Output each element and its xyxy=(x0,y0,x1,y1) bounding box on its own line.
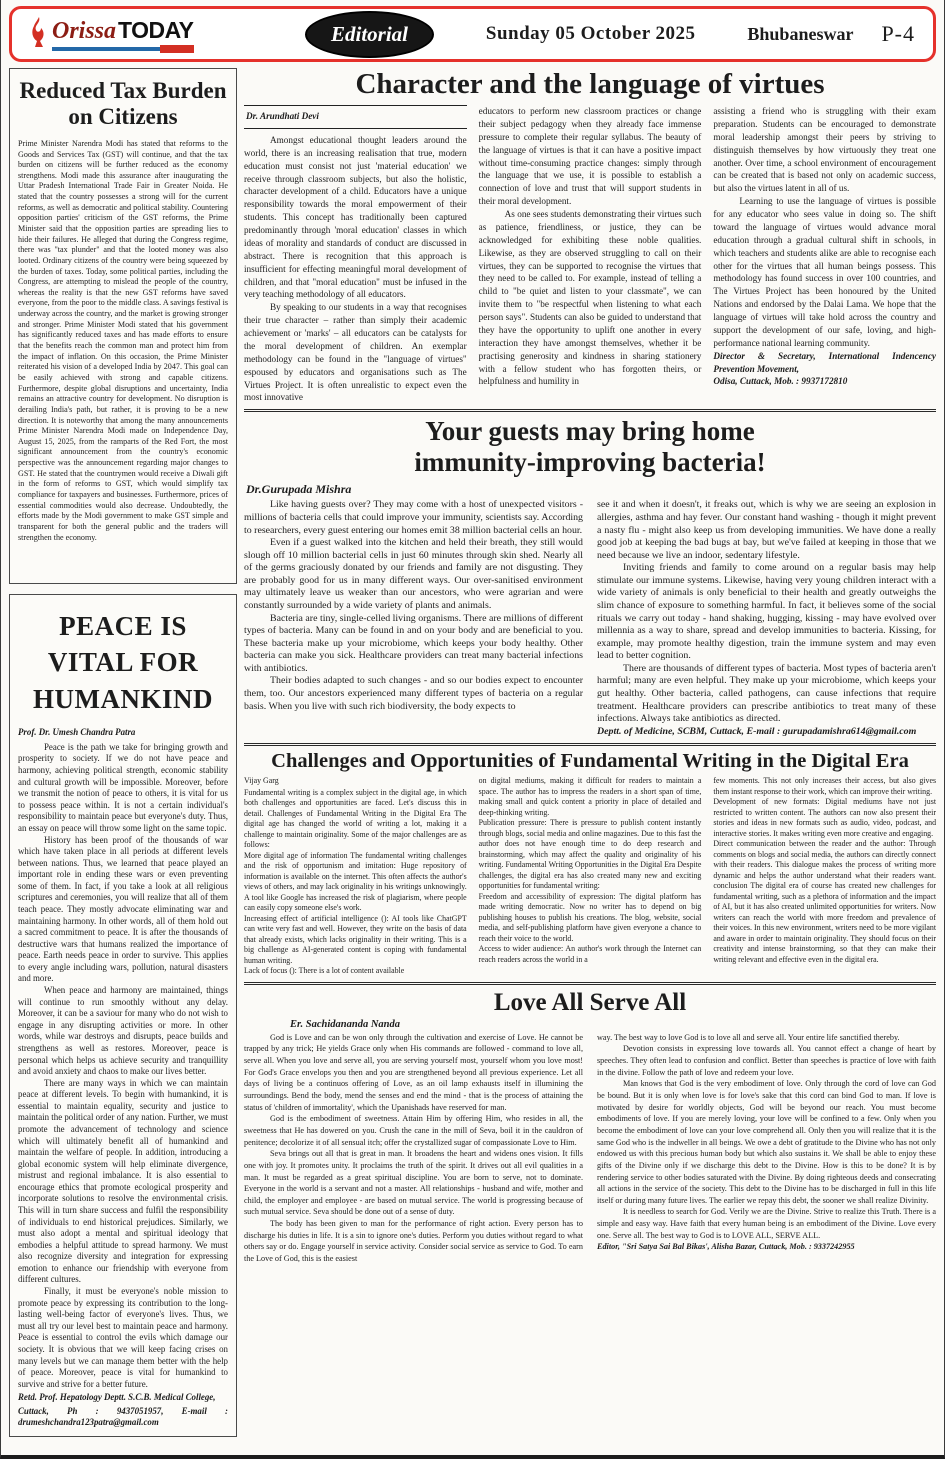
logo-text xyxy=(52,17,194,51)
peace-author-contact: Cuttack, Ph : 9437051957, E-mail : drumeshchandra123patra@gmail.com xyxy=(18,1405,228,1428)
bacteria-article-title xyxy=(244,416,936,478)
writing-paragraph: Development of new formats: Digital mediums have not just restricted to written content. The authors can now also present their stories and ideas in new formats such as audio, video, podcast, and interactive stories. It makes writing even more creative and engaging. xyxy=(713,797,937,838)
edition-badge: Editorial xyxy=(305,11,434,58)
bacteria-column-1 xyxy=(244,499,583,738)
bacteria-paragraph: Bacteria are tiny, single-celled living organisms. There are millions of different types of bacteria. Many can be found in and on your body and are beneficial to you. These bacteria make up your microbiome, which keeps your body healthy. Other bacteria can make you sick. Healthcare providers can treat many bacterial infections with antibiotics. xyxy=(244,612,583,674)
writing-column-3 xyxy=(713,776,936,977)
virtues-paragraph: Amongst educational thought leaders around the world, there is an increasing realisation that true, modern education must consist not just 'material education' we receive through classroom subjects, but also the holistic, character development of a child. Educators have a unique responsibility towards the moral empowerment of their students. This concept has traditionally been captured predominantly through 'moral education' classes in which ideas of morality and standards of conduct are discussed in abstract. There is recognition that this approach is insufficient for effecting meaningful moral development of children, and that "moral education" must be infused in the very teaching methodology of all educators. xyxy=(244,134,467,300)
virtues-paragraph: As one sees students demonstrating their virtues such as patience, friendliness, or justice, they can be acknowledged for exhibiting these noble qualities. Likewise, as they are observed struggling to call on their virtues, they can be supported to recognise the virtues that they need to be called to. For example, instead of telling a child to "be quiet and listen to your classmate", we can invite them to "be respectful when listening to what each person says". Students can also be guided to understand that they have the opportunity to uplift one another in every interaction they have amongst themselves, whether it be practising generosity and kindness in sharing stationery with a fellow student who has forgotten theirs, or helpfulness and humility in xyxy=(478,209,702,387)
virtues-author-title: Director & Secretary, International Indencency Prevention Movement, xyxy=(713,350,937,374)
writing-paragraph: Direct communication between the reader and the author: Through comments on blogs and social media, the authors can directly connect with their readers. This dialogue makes the process of writing more dynamic and helps the author understand what their readers want. conclusion The digital era of course has created new challenges for fundamental writing, such as a plethora of information and the impact of AI, but it has also created unlimited opportunities for writers. Now writers can reach the world with more freedom and prevalence of their voices. In this new environment, writers need to be more vigilant and aware in order to maintain originality. They should focus on their creativity and intense brainstorming, so that they can make their writing relevant and effective even in the digital era. xyxy=(713,839,937,964)
love-paragraph: Seva brings out all that is great in man. It broadens the heart and widens ones vision. It fills one with joy. It promotes unity. It proclaims the truth of the spirit. It drives out all evil qualities in a man. It must be regarded as a great spiritual discipline. You are born to serve, not to dominate. Everyone in the world is a servant and not a master. All relationships - husband and wife, mother and child, the employer and employee - are based on mutual service. The world is progressing because of such mutual service. Seva should be done out of a sense of duty. xyxy=(244,1149,583,1217)
section-divider xyxy=(244,409,936,412)
virtues-column-3 xyxy=(713,105,936,404)
logo-underline-bar xyxy=(52,47,194,51)
virtues-paragraph: Learning to use the language of virtues is possible for any educator who sees value in doing so. The shift toward the language of virtues would advance moral education through a gradual cultural shift in schools, in which teachers and students alike are able to recognise each other for the virtues that all human beings possess. This methodology has found success in over 100 countries, and The Virtues Project has been honoured by the United Nations and endorsed by the Dalai Lama. We hope that the language of virtues will take hold across the country and support the development of our safe, loving, and high-performance national learning community. xyxy=(713,196,937,348)
article-peace-is-vital xyxy=(9,594,237,1437)
writing-paragraph: Freedom and accessibility of expression: The digital platform has made writing democratic. Now no writer has to depend on big publishing houses to publish his creations. The blog, website, social media, and self-publishing platform have given everyone a chance to reach their voice to the world. xyxy=(478,891,702,943)
masthead xyxy=(9,6,936,62)
bacteria-paragraph: Their bodies adapted to such changes - and so our bodies expect to encounter them, too. Our ancestors experienced many different types of bacteria on a regular basis. When you live with such rich biodiversity, the body expects to xyxy=(244,675,583,712)
article-language-of-virtues xyxy=(244,68,936,404)
bacteria-author-contact: Deptt. of Medicine, SCBM, Cuttack, E-mail : gurupadamishra614@gmail.com xyxy=(597,725,917,737)
tax-article-body: Prime Minister Narendra Modi has stated that reforms to the Goods and Services Tax (GST) will continue, and that the tax burden on citizens will be further reduced as the economy strengthens. Modi made this assurance after inaugurating the Uttar Pradesh International Trade Fair in Greater Noida. He stated that the country possesses a strong will for the current reforms, as well as democratic and political stability. Countering opposition parties' criticism of the GST reforms, the Prime Minister said that the opposition parties are spreading lies to hide their failures. He alleged that during the Congress regime, there was "tax plunder" and that the looted money was also looted. Ordinary citizens of the country were being squeezed by the burden of taxes. Today, some political parties, including the Congress, are attempting to mislead the people of the country, whereas the reality is that the new GST reforms have saved everyone, from the poor to the middle class. A savings festival is underway across the country, and the market is growing stronger and stronger. Prime Minister Modi stated that his government has significantly reduced taxes and has made efforts to ensure that the benefits reach the common man and protect him from the impact of inflation. On this occasion, the Prime Minister reiterated his vision of a developed India by 2047. This goal can be easily achieved with strong and capable citizens. Furthermore, despite global disruptions and uncertainty, India remains an attractive country for development. No disruption is derailing India's path, but rather, it is proving to be a new direction. It is noteworthy that among the many announcements Prime Minister Narendra Modi made on Independence Day, August 15, 2025, from the ramparts of the Red Fort, the most significant announcement from the country's economic perspective was the announcement regarding major changes to GST. He stated that the countrymen would receive a Diwali gift in the form of reforms to GST, which would simplify tax compliance for taxpayers and businesses. Furthermore, prices of essential commodities would also decrease. Undoubtedly, the efforts made by the Modi government to make GST simple and transparent for both the general public and the traders will strengthen the economy. xyxy=(18,138,228,542)
peace-paragraph: There are many ways in which we can maintain peace at different levels. To begin with humankind, it is essential to maintain equality, security and justice to maintain the political order of any nation. Further, we must promote the advancement of technology and science which will ultimately benefit all of humankind and maintain the welfare of people. In addition, introducing a global economic system will help eliminate divergence, mistrust and regional imbalance. It is also essential to encourage ethics that promote ecological prosperity and incorporate solutions to resolve the environmental crisis. This will in turn share success and fulfil the responsibility of individuals to end historical prejudices. Similarly, we must also adopt a mental and spiritual ideology that embodies a helpful attitude to spread harmony. We must also recognize diversity and integration for expressing emotion to enhance our friendship with everyone from different cultures. xyxy=(18,1077,228,1285)
bacteria-paragraph: There are thousands of different types of bacteria. Most types of bacteria aren't harmful; many are even helpful. They make up your microbiome, which keeps your gut healthy. Other bacteria, called pathogens, can cause infections that require treatment. Healthcare providers can prescribe antibiotics to treat many of these infections. Always take antibiotics as directed. xyxy=(597,662,936,725)
bacteria-paragraph: Like having guests over? They may come with a host of unexpected visitors - millions of bacteria cells that could improve your immunity, scientists say. According to researchers, every guest entering our homes emit 38 million bacterial cells an hour. xyxy=(244,499,583,536)
peace-paragraph: History has been proof of the thousands of war which have taken place in all periods at different levels between nations. Thus, we learned that peace played an important role in ending these wars or even preventing some of them. In fact, if you take a look at all religious scriptures and ceremonies, you will realize that all of them teach peace. They mostly advocate eliminating war and maintaining harmony. In other words, all of them hold out a sacred commitment to peace. It is after the thousands of destructive wars that humans realized the importance of peace. Earth needs peace in order to survive. This applies to every angle including wars, pollution, natural disasters and more. xyxy=(18,834,228,984)
section-divider xyxy=(244,743,936,746)
logo-today-word: TODAY xyxy=(118,17,194,43)
love-column-1 xyxy=(244,1032,583,1265)
writing-paragraph: More digital age of information The fundamental writing challenges and the risk of opportunism and imitation: Huge repository of information is available on the internet. This often affects the author's views of others, and may lack originality in his writings unknowingly. A tool like Google has increased the risk of plagiarism, where people can easily copy someone else's work. xyxy=(244,850,467,913)
writing-article-title: Challenges and Opportunities of Fundamental Writing in the Digital Era xyxy=(271,750,909,773)
logo-orissa-word: Orissa xyxy=(52,18,117,44)
virtues-paragraph: By speaking to our students in a way that recognises their true character – rather than simply their academic achievement or 'marks' – all educators can be catalysts for the moral development of children. An exemplar methodology can be found in the "language of virtues" espoused by educators and organisations such as The Virtues Project. It is often unrealistic to expect even the most innovative xyxy=(244,302,467,403)
article-fundamental-writing xyxy=(244,750,936,977)
love-paragraph: God is Love and can be won only through the cultivation and exercise of Love. He cannot be trapped by any trick; He yields Grace only when His commands are followed - command to love all, serve all. When you love and serve all, you are serving yourself most, yourself whom you love most! For God's Grace envelops you then and you are strengthened beyond all previous experience. Let all days of living be a continuos offering of Love, as an oil lamp exhausts itself in illumining the surroundings. Bend the body, mend the senses and end the mind - that is the process of attaining the status of 'children of immortality', which the Upanishads have reserved for man. xyxy=(244,1032,583,1112)
bacteria-paragraph: Inviting friends and family to come around on a regular basis may help stimulate our immune systems. Likewise, having very young children interact with a wide variety of animals is only beneficial to their health and greatly outweighs the slim chance of exposure to something harmful. In fact, it believes some of the social rituals we carry out today - hand shaking, hugging, kissing - may have evolved over millennia as a way to share, spread and develop immunities to bacteria. Kissing, for example, may promote healthy digestion, train the immune system and may even lead to better cognition. xyxy=(597,562,936,662)
virtues-author-contact: Odisa, Cuttack, Mob. : 9937172810 xyxy=(713,376,848,387)
writing-paragraph: on digital mediums, making it difficult for readers to maintain a space. The author has to impress the readers in a short span of time, making small and quick content a priority in place of detailed and deep-thinking writing. xyxy=(478,776,702,817)
bacteria-byline: Dr.Gurupada Mishra xyxy=(246,482,352,497)
writing-paragraph: Lack of focus (): There is a lot of content available xyxy=(244,966,405,976)
writing-byline: Vijay Garg xyxy=(244,776,279,786)
virtues-byline-block xyxy=(244,105,467,129)
bacteria-title-line2: immunity-improving bacteria! xyxy=(414,447,766,478)
article-love-all-serve-all xyxy=(244,989,936,1265)
virtues-article-title: Character and the language of virtues xyxy=(355,68,825,100)
virtues-paragraph: assisting a friend who is struggling with their exam preparation. Students can be encouraged to demonstrate moral leadership amongst their peers by striving to distinguish themselves by how virtuously they treat one another. Over time, a school environment of encouragement can be created that is based not only on academic success, but also the virtues latent in all of us. xyxy=(713,106,937,194)
love-byline: Er. Sachidananda Nanda xyxy=(290,1018,400,1030)
masthead-page-number: P-4 xyxy=(881,21,915,46)
bacteria-paragraph: see it and when it doesn't, it freaks out, which is why we are seeing an explosion in allergies, asthma and hay fever. Our constant hand washing - though it might prevent a nasty flu - might also keep us from developing immunities. We have done a really good job at keeping the bad bugs at bay, but we've failed at keeping in those that we need because we live an indoor, sedentary lifestyle. xyxy=(597,499,936,561)
love-paragraph: Devotion consists in expressing love towards all. You cannot effect a change of heart by speeches. They often lead to confusion and conflict. Better than speeches is practice of love with faith in the divine. Follow the path of love and redeem your love. xyxy=(597,1044,936,1077)
article-reduced-tax-burden xyxy=(9,68,237,584)
love-paragraph: way. The best way to love God is to love all and serve all. Your entire life sanctified thereby. xyxy=(597,1032,900,1042)
peace-author-credentials: Retd. Prof. Hepatology Deptt. S.C.B. Medical College, xyxy=(18,1392,216,1403)
love-column-2 xyxy=(597,1032,936,1265)
flame-icon xyxy=(30,17,48,52)
love-paragraph: It is needless to search for God. Verily we are the Divine. Strive to realize this Truth. There is a simple and easy way. Have faith that every human being is an embodiment of the Divine. Love every one. Serve all. The best way to God is to LOVE ALL, SERVE ALL. xyxy=(597,1207,936,1240)
love-article-title: Love All Serve All xyxy=(493,988,687,1016)
writing-paragraph: Publication pressure: There is pressure to publish content instantly through blogs, social media and online magazines. Due to this fast the author does not have enough time to do deep research and brainstorming, which may affect the quality and originality of his writing. Fundamental Writing Opportunities in the Digital Era Despite challenges, the digital era has also created many new and exciting opportunities for fundamental writing: xyxy=(478,818,702,891)
peace-paragraph: Finally, it must be everyone's noble mission to promote peace by expressing its contribution to the long-lasting well-being factor of everyone's lives. Thus, we must all try our level best to maintain peace and harmony. Peace is essential to control the evils which damage our society. It is obvious that we will keep facing crises on many levels but we can manage them better with the help of peace. Moreover, peace is vital for humankind to survive and strive for a better future. xyxy=(18,1286,228,1389)
love-paragraph: The body has been given to man for the performance of right action. Every person has to discharge his duties in life. It is a sin to ignore one's duties. Perform you duties without regard to what others say or do. Engage yourself in service activity. Consider social service as service to God. To earn the Love of God, this is the easiest xyxy=(244,1219,583,1263)
writing-paragraph: Access to wider audience: An author's work through the Internet can reach readers across the world in a xyxy=(478,944,702,964)
logo-red-chip xyxy=(160,45,194,53)
masthead-city: Bhubaneswar xyxy=(747,23,854,44)
love-paragraph: God is the embodiment of sweetness. Attain Him by offering Him, who resides in all, the sweetness that He has dowered on you. Crush the cane in the mill of Seva, boil it in the cauldron of penitence; decolorize it of all sensual itch; offer the crystallized sugar of compassionate Love to Him. xyxy=(244,1114,583,1147)
section-divider xyxy=(244,982,936,985)
virtues-paragraph: educators to perform new classroom practices or change their subject pedagogy when they already face immense pressure to complete their regular syllabus. The beauty of the language of virtues is that it can have a positive impact without time-consuming practice changes: simply through the language that we use, it is possible to establish a connection of love and trust that will support students in their moral development. xyxy=(478,106,702,207)
main-column xyxy=(244,68,936,1437)
peace-paragraph: Peace is the path we take for bringing growth and prosperity to society. If we do not have peace and harmony, achieving political strength, economic stability and cultural growth will be impossible. Moreover, before we transmit the notion of peace to others, it is vital for us to possess peace within. It is not a certain individual's responsibility to maintain peace but everyone's duty. Thus, an essay on peace will throw some light on the same topic. xyxy=(18,741,228,833)
article-immunity-bacteria xyxy=(244,416,936,738)
virtues-byline: Dr. Arundhati Devi xyxy=(246,111,319,121)
bacteria-column-2 xyxy=(597,499,936,738)
left-column xyxy=(9,68,237,1437)
love-paragraph: Man knows that God is the very embodiment of love. Only through the cord of love can God be bound. But it is only when love is for love's sake that this cord can bind God to man. If love is motivated by desire for worldly objects, God will be beyond our reach. You must become embodiments of love. If you are merely loving, your love will be confined to a few. Only when you become the embodiment of love can your love comprehend all. Only then you will realize that it is the same God who is the indweller in all beings. We owe a debt of gratitude to the Divine who has not only endowed us with this precious human body but which also sustains it. We shall be able to enjoy these gifts of the Divine only if we discharge this debt to the Divine. How is this to be done? It is by rendering service to other bodies saturated with the Divine. By doing righteous deeds and consecrating all actions in the service of the society. This debt to the Divine has to be discharged in full in this life itself or during many future lives. The earlier we repay this debt, the sooner we shall realize Divinity. xyxy=(597,1079,936,1205)
peace-paragraph: When peace and harmony are maintained, things will continue to run smoothly without any delay. Moreover, it can be a saviour for many who do not wish to engage in any disrupting activities or more. In other words, while war destroys and disrupts, peace builds and strengthens as well as restores. Moreover, peace is personal which helps us achieve security and tranquillity and avoid anxiety and chaos to make our lives better. xyxy=(18,985,228,1077)
virtues-column-1 xyxy=(244,105,467,404)
love-author-contact: Editor, "Sri Satya Sai Bal Bikas', Alisha Bazar, Cuttack, Mob. : 9337242955 xyxy=(597,1242,855,1252)
writing-column-1 xyxy=(244,776,467,977)
masthead-date: Sunday 05 October 2025 xyxy=(485,23,696,44)
bacteria-title-line1: Your guests may bring home xyxy=(425,416,755,447)
writing-paragraph: few moments. This not only increases their access, but also gives them instant response to their work, which can improve their writing. xyxy=(713,776,937,796)
writing-paragraph: Increasing effect of artificial intelligence (): AI tools like ChatGPT can write very fast and well. However, they write on the basis of data that already exists, which lacks originality in their writing. This is a big challenge as AI-generated content is coping with fundamental human writing. xyxy=(244,913,467,965)
peace-article-title: PEACE IS VITAL FOR HUMANKIND xyxy=(33,611,213,714)
bacteria-paragraph: Even if a guest walked into the kitchen and held their breath, they still would slough off 10 million bacterial cells in just 60 minutes through skin shed. Nearly all of the germs graciously donated by our friends and family are not disgusting. They are probably good for us in many different ways. Our over-sanitised environment may ultimately leave us weaker than our ancestors, who were agrarian and were constantly surrounded by a wide variety of plants and animals. xyxy=(244,537,583,611)
tax-article-title: Reduced Tax Burden on Citizens xyxy=(19,78,227,130)
virtues-column-2 xyxy=(479,105,702,404)
peace-byline: Prof. Dr. Umesh Chandra Patra xyxy=(18,727,136,738)
orissa-today-logo xyxy=(30,17,245,52)
writing-column-2 xyxy=(479,776,702,977)
writing-paragraph: Fundamental writing is a complex subject in the digital age, in which both challenges and opportunities are faced. Let's discuss this in detail. Challenges of Fundamental Writing in the Digital Era The digital age has changed the world of writing a lot, making it a challenge to maintain originality. Some of the major challenges are as follows: xyxy=(244,787,467,850)
